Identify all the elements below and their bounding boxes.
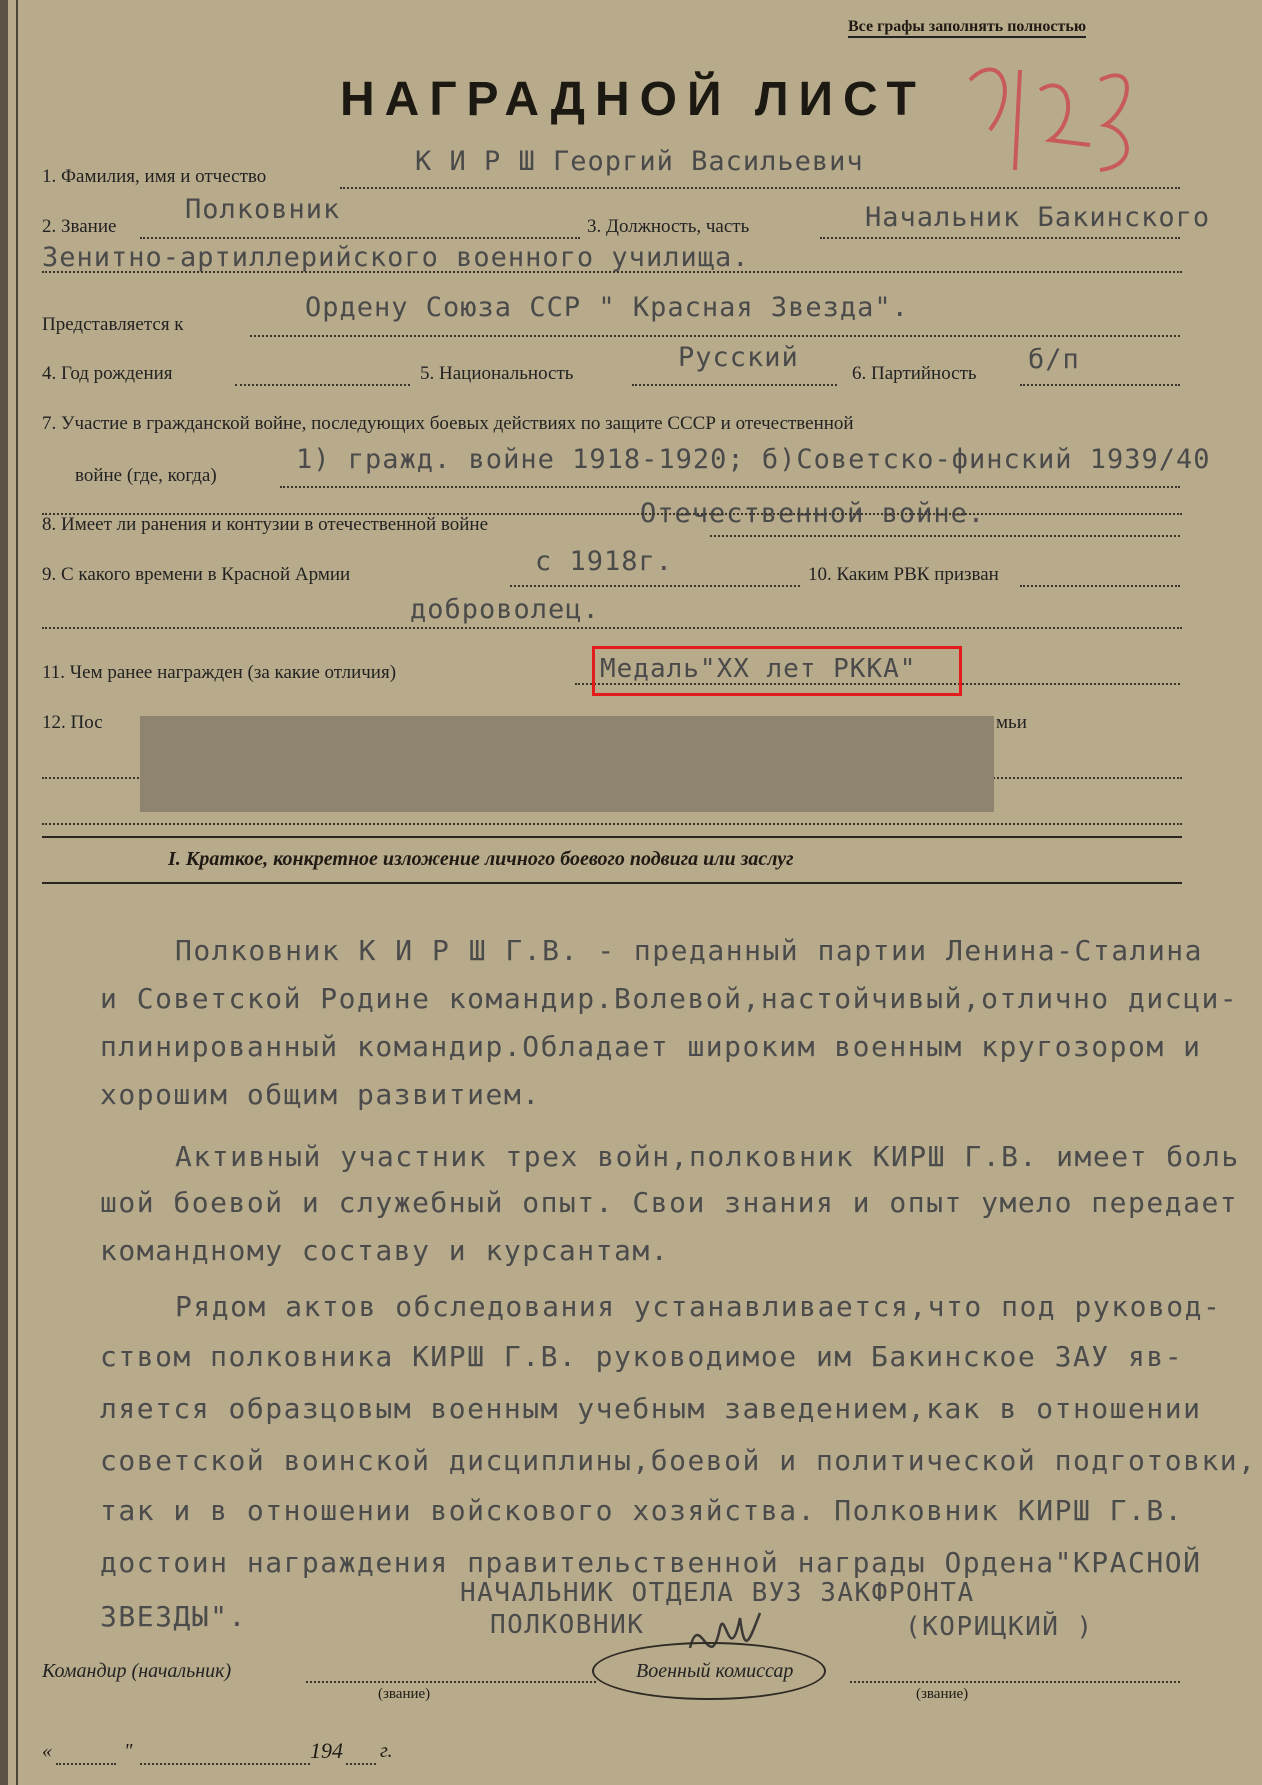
date-suffix: г.	[380, 1740, 393, 1762]
signature-title: НАЧАЛЬНИК ОТДЕЛА ВУЗ ЗАКФРОНТА	[460, 1578, 975, 1608]
body-line: плинированный командир.Обладает широким военным кругозором и	[100, 1030, 1202, 1063]
signature-name: (КОРИЦКИЙ )	[905, 1612, 1094, 1642]
body-line: и Советской Родине командир.Волевой,настойчивый,отлично дисци-	[100, 982, 1239, 1015]
field7-label: 7. Участие в гражданской войне, последующих боевых действиях по защите СССР и отечественной	[42, 413, 854, 434]
field12-label-start: 12. Пос	[42, 712, 103, 733]
body-line: ством полковника КИРШ Г.В. руководимое им Бакинское ЗАУ яв-	[100, 1340, 1184, 1373]
rank-caption-right: (звание)	[916, 1686, 969, 1702]
commissar-label: Военный комиссар	[636, 1660, 794, 1682]
field3-label: 3. Должность, часть	[587, 216, 750, 237]
redacted-area	[140, 716, 994, 812]
signature-rank: ПОЛКОВНИК	[490, 1610, 645, 1640]
field12-label-end: мьи	[996, 712, 1027, 733]
presented-for-value: Ордену Союза ССР " Красная Звезда".	[305, 292, 909, 323]
field7-value: 1) гражд. войне 1918-1920; б)Советско-финский 1939/40	[296, 444, 1211, 475]
highlight-box	[592, 646, 962, 696]
field1-label: 1. Фамилия, имя и отчество	[42, 166, 267, 187]
date-quote-open: «	[42, 1740, 52, 1762]
section-heading: I. Краткое, конкретное изложение личного боевого подвига или заслуг	[168, 848, 794, 870]
handwritten-number	[960, 50, 1160, 190]
body-line: достоин награждения правительственной награды Ордена"КРАСНОЙ	[100, 1546, 1202, 1579]
field4-label: 4. Год рождения	[42, 363, 173, 384]
section-bottom-rule	[42, 882, 1182, 884]
document-title: НАГРАДНОЙ ЛИСТ	[340, 73, 926, 126]
body-line: командному составу и курсантам.	[100, 1234, 670, 1267]
body-line: Рядом актов обследования устанавливается,что под руковод-	[175, 1290, 1222, 1323]
scan-edge	[0, 0, 8, 1785]
field2-label: 2. Звание	[42, 216, 117, 237]
field6-value: б/п	[1028, 344, 1080, 375]
field9-label: 9. С какого времени в Красной Армии	[42, 564, 351, 585]
field11-label: 11. Чем ранее награжден (за какие отличия)	[42, 662, 397, 683]
date-year: 194	[310, 1738, 343, 1763]
date-quote-close: "	[124, 1740, 133, 1762]
field7-label-continued: войне (где, когда)	[75, 465, 217, 486]
field5-value: Русский	[678, 342, 799, 373]
field10-label: 10. Каким РВК призван	[808, 564, 999, 585]
field1-value: К И Р Ш Георгий Васильевич	[415, 146, 864, 177]
body-line: ЗВЕЗДЫ".	[100, 1600, 247, 1633]
body-line: так и в отношении войскового хозяйства. Полковник КИРШ Г.В.	[100, 1494, 1184, 1527]
field10-value: доброволец.	[410, 594, 600, 625]
section-top-rule	[42, 836, 1182, 838]
field5-label: 5. Национальность	[420, 363, 574, 384]
rank-caption-left: (звание)	[378, 1686, 431, 1702]
field2-value: Полковник	[185, 194, 341, 225]
body-line: советской воинской дисциплины,боевой и политической подготовки,	[100, 1444, 1257, 1477]
body-line: ляется образцовым военным учебным заведением,как в отношении	[100, 1392, 1202, 1425]
field3-value: Начальник Бакинского	[865, 202, 1211, 233]
field7-value-continued: Отечественной войне.	[640, 498, 986, 529]
field6-label: 6. Партийность	[852, 363, 977, 384]
field8-label: 8. Имеет ли ранения и контузии в отечественной войне	[42, 514, 489, 535]
field3-value-continued: Зенитно-артиллерийского военного училища.	[42, 242, 750, 273]
field11-value: Медаль"XX лет РККА"	[600, 654, 917, 684]
presented-for-label: Представляется к	[42, 314, 184, 335]
field9-value: с 1918г.	[535, 546, 674, 577]
commander-label: Командир (начальник)	[42, 1660, 232, 1682]
body-line: шой боевой и служебный опыт. Свои знания и опыт умело передает	[100, 1186, 1239, 1219]
top-note: Все графы заполнять полностью	[848, 18, 1086, 38]
body-line: хорошим общим развитием.	[100, 1078, 541, 1111]
page-edge-line	[16, 0, 18, 1785]
body-line: Активный участник трех войн,полковник КИРШ Г.В. имеет боль	[175, 1140, 1240, 1173]
body-line: Полковник К И Р Ш Г.В. - преданный партии Ленина-Сталина	[175, 934, 1204, 967]
